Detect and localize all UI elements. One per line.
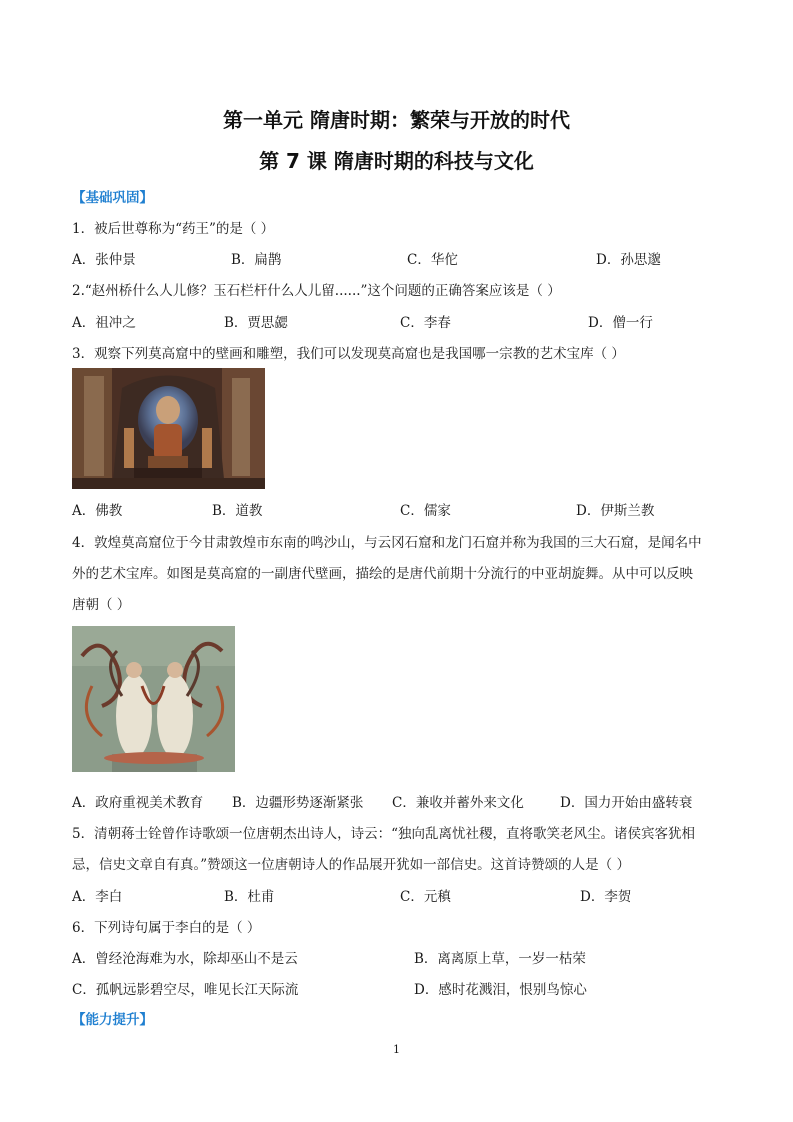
huxuan-dance-mural [72, 626, 235, 772]
q4-option-a: A．政府重视美术教育 [72, 795, 204, 811]
q5-option-a: A．李白 [72, 889, 123, 905]
lesson-title: 第 7 课 隋唐时期的科技与文化 [259, 149, 534, 173]
question-4-stem-line-1: 4．敦煌莫高窟位于今甘肃敦煌市东南的鸣沙山，与云冈石窟和龙门石窟并称为我国的三大石窟，是闻名中 [72, 535, 702, 551]
mogao-buddha-photo [72, 368, 265, 489]
q5-option-d: D．李贺 [580, 889, 632, 905]
q6-option-d: D．感时花溅泪，恨别鸟惊心 [414, 982, 587, 998]
q4-option-d: D．国力开始由盛转衰 [560, 795, 693, 811]
section-basic-heading: 【基础巩固】 [72, 190, 153, 206]
q2-option-a: A．祖冲之 [72, 315, 136, 331]
q4-option-c: C．兼收并蓄外来文化 [392, 795, 524, 811]
q3-option-d: D．伊斯兰教 [576, 503, 655, 519]
q6-option-a: A．曾经沧海难为水，除却巫山不是云 [72, 951, 298, 967]
q5-option-c: C．元稹 [400, 889, 451, 905]
page-number: 1 [393, 1043, 400, 1056]
q1-option-b: B．扁鹊 [231, 252, 282, 268]
q5-option-b: B．杜甫 [224, 889, 275, 905]
q2-option-b: B．贾思勰 [224, 315, 288, 331]
q3-option-a: A．佛教 [72, 503, 123, 519]
question-5-stem-line-2: 忌，信史文章自有真。”赞颂这一位唐朝诗人的作品展开犹如一部信史。这首诗赞颂的人是（ ） [72, 857, 630, 873]
question-4-stem-line-2: 外的艺术宝库。如图是莫高窟的一副唐代壁画，描绘的是唐代前期十分流行的中亚胡旋舞。从中可以反映 [72, 566, 693, 582]
unit-title: 第一单元 隋唐时期：繁荣与开放的时代 [223, 108, 570, 132]
q1-option-c: C．华佗 [407, 252, 458, 268]
q1-option-a: A．张仲景 [72, 252, 136, 268]
q6-option-c: C．孤帆远影碧空尽，唯见长江天际流 [72, 982, 299, 998]
q6-option-b: B．离离原上草，一岁一枯荣 [414, 951, 586, 967]
q3-option-c: C．儒家 [400, 503, 451, 519]
question-4-stem-line-3: 唐朝（ ） [72, 597, 131, 613]
q3-option-b: B．道教 [212, 503, 263, 519]
question-5-stem-line-1: 5．清朝蒋士铨曾作诗歌颂一位唐朝杰出诗人，诗云：“独向乱离忧社稷，直将歌笑老风尘。诸侯宾客犹相 [72, 826, 695, 842]
section-advanced-heading: 【能力提升】 [72, 1012, 153, 1028]
q2-option-d: D．僧一行 [588, 315, 653, 331]
question-6-stem: 6．下列诗句属于李白的是（ ） [72, 920, 261, 936]
question-3-stem: 3．观察下列莫高窟中的壁画和雕塑，我们可以发现莫高窟也是我国哪一宗教的艺术宝库（ ） [72, 346, 625, 362]
q1-option-d: D．孙思邈 [596, 252, 661, 268]
q2-option-c: C．李春 [400, 315, 451, 331]
question-1-stem: 1．被后世尊称为“药王”的是（ ） [72, 221, 275, 237]
question-2-stem: 2.“赵州桥什么人儿修？玉石栏杆什么人儿留......”这个问题的正确答案应该是（ ） [72, 283, 561, 299]
q4-option-b: B．边疆形势逐渐紧张 [232, 795, 364, 811]
